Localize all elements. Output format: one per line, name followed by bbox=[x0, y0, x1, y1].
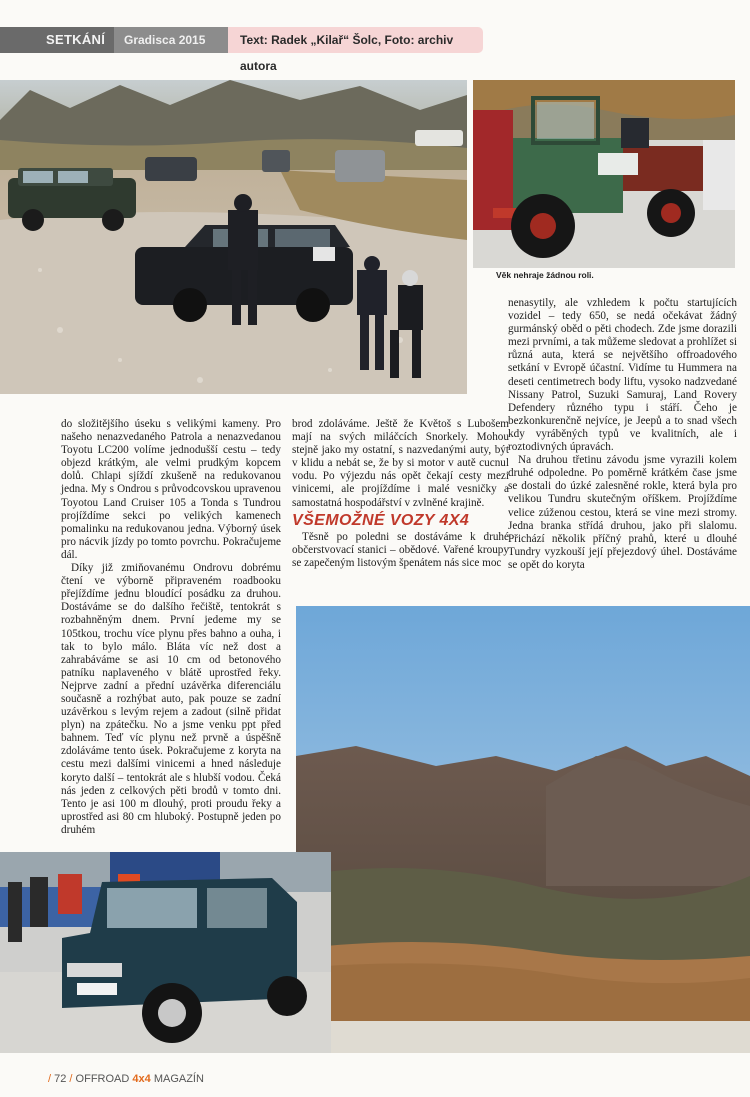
section-tag: SETKÁNÍ bbox=[0, 27, 114, 53]
left-paragraph-1: do složitějšího úseku s velikými kameny. Pro našeho nenazvedaného Patrola a nenazvedanou Toyotu LC200 volíme jednodušší cestu – tedy objezd krátkým, ale velmi prudkým kopcem dolů. Chlapi sjíždí zkušeně na redukovanou jedna. My s Ondrou s průvodcovskou upravenou Toyotou Land Cruiser 105 a Tonda s Tundrou projíždíme sekci po velikých kamenech pomalinku na redukovanou jedna. Výborný úsek pro nácvik jízdy po tomto povrchu. Pokračujeme dál. bbox=[61, 418, 281, 561]
right-paragraph-1: nenasytily, ale vzhledem k počtu startujících vozidel – tedy 650, se nedá očekávat žádný gurmánský oběd o pěti chodech. Zde jsme dorazili mezi prvními, a tak můžeme sledovat a prohlížet si různá auta, která se největšího offroadového setkání v Evropě účastní. Vidíme tu Hummera na deseti centimetrech body liftu, vysoko nadzvedané Nissany Patrol, Suzuki Samuraj, Land Rovery Defendery různého typu i stáří. Čeho je bezkonkurenčně nejvíce, je Jeepů a to snad všech kdy vyráběných typů ve kvalitních, ale i roztodivných úpravách. bbox=[508, 297, 737, 454]
page-footer: / 72 / OFFROAD 4x4 MAGAZÍN bbox=[48, 1073, 204, 1085]
photo-lada-niva bbox=[0, 852, 331, 1053]
right-paragraph-2: Na druhou třetinu závodu jsme vyrazili kolem druhé odpoledne. Po poměrně krátkém čase jsme se dostali do úzké zalesněné rokle, která byla pro velikou Tundru skutečným oříškem. Projíždíme velice zúženou cestou, která se vine mezi stromy. Jedna branka střídá druhou, jako při slalomu. Přichází několik příčný prahů, které u dlouhé Tundry vyzkouší její přejezdový úhel. Dostáváme se opět do koryta bbox=[508, 454, 737, 571]
section-subheading: VŠEMOŽNÉ VOZY 4X4 bbox=[292, 511, 470, 529]
author-credit: Text: Radek „Kilař“ Šolc, Foto: archiv autora bbox=[228, 27, 483, 53]
header-bar bbox=[0, 27, 483, 73]
photo-unimog bbox=[473, 80, 735, 268]
footer-slash: / bbox=[48, 1073, 55, 1085]
magazine-brand-magazin: MAGAZÍN bbox=[153, 1073, 204, 1085]
magazine-brand-4x4: 4x4 bbox=[132, 1073, 151, 1085]
magazine-brand-offroad: OFFROAD bbox=[75, 1073, 130, 1085]
left-paragraph-2: Díky již zmiňovanému Ondrovu dobrému čtení ve výborně připraveném roadbooku přejíždíme jednu bloudící posádku za druhou. Dostáváme se do dalšího řečiště, tentokrát s rozbahněným dnem. První jedeme my se 105tkou, trochu více plynu přes bahno a ouha, i tak to bylo málo. Bláta víc než dost a zahrabáváme se asi 10 cm od betonového patníku naplaveného v blátě uprostřed řeky. Nejprve zadní a přední uzávěrka diferenciálu současně a rozhýbat auto, pak pouze se zadní uzávěrkou s levým rejem a zadout (silně přidat plyn) na zpátečku. No a jsme venku ppt před bahnem. Teď víc plynu než prvně a úspěšně zdoláváme tento úsek. Pokračujeme z koryta na cestu mezi dalšími vinicemi a hned následuje koryto další – tentokrát ale s hlubší vodou. Čeká nás jeden z celkových pěti brodů v tomto dni. Tento je asi 100 m dlouhý, proti proudu řeky a uprostřed asi 80 cm hluboký. Postupně jeden po druhém bbox=[61, 562, 281, 836]
event-tag: Gradisca 2015 bbox=[114, 27, 228, 53]
right-column-text bbox=[508, 297, 737, 572]
page-number: 72 bbox=[54, 1073, 67, 1085]
photo-mountain-landscape bbox=[296, 606, 750, 1053]
photo-riverbed-cars bbox=[0, 80, 467, 394]
middle-paragraph-2: Těsně po poledni se dostáváme k druhé občerstvovací stanici – obědové. Vařené kroupy se zapečeným listovým špenátem nás sice moc bbox=[292, 530, 509, 569]
left-column-text bbox=[61, 418, 281, 837]
middle-paragraph-1: brod zdoláváme. Ještě že Květoš s Lubošem mají na svých miláčcích Snorkely. Mohou stejně jako my ostatní, s nazvedanými auty, být v klidu a nebát se, že by si motor v autě cucnul vodu. Po výjezdu nás opět čekají cesty mezi vinicemi, ale projíždíme i malé vesničky a samostatná hospodářství v zvlněné krajině. bbox=[292, 418, 509, 509]
unimog-caption: Věk nehraje žádnou roli. bbox=[496, 270, 594, 280]
middle-column-text bbox=[292, 418, 509, 570]
